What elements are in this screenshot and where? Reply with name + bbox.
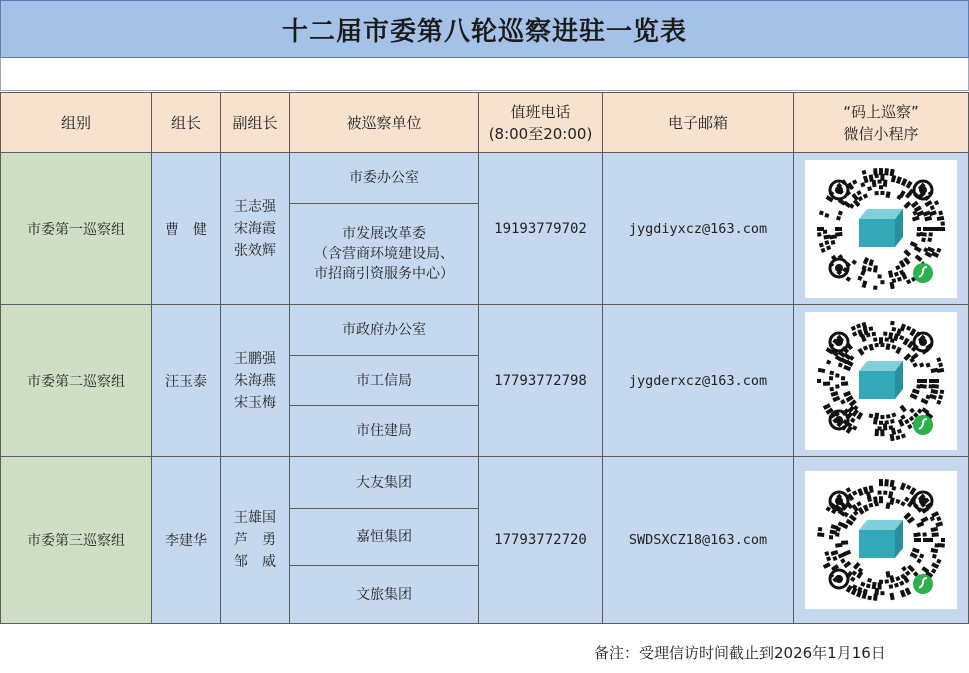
footnote: 备注：受理信访时间截止到2026年1月16日: [594, 644, 886, 662]
unit-cell: 大友集团: [290, 457, 479, 509]
header-phone: [479, 93, 603, 153]
phone-cell: 17793772798: [479, 305, 603, 457]
unit-cell: 市政府办公室: [290, 305, 479, 356]
qr-cell: [794, 153, 969, 305]
header-qr-subtitle: 微信小程序: [843, 124, 919, 143]
group-cell: 市委第一巡察组: [1, 153, 152, 305]
header-group: 组别: [1, 93, 152, 153]
mini-program-qr-code-icon[interactable]: [805, 160, 957, 298]
unit-cell: [290, 153, 479, 204]
email-cell: jygderxcz@163.com: [603, 305, 794, 457]
unit-note: （含营商环境建设局、: [314, 246, 454, 262]
unit-note: 市招商引资服务中心）: [314, 266, 454, 282]
table-row: [1, 153, 969, 204]
header-deputy: 副组长: [221, 93, 290, 153]
phone-cell: 17793772720: [479, 457, 603, 624]
deputy-cell: [221, 153, 290, 305]
deputy-name: 宋玉梅: [234, 394, 276, 411]
spacer-row: [0, 58, 969, 91]
unit-cell: 嘉恒集团: [290, 509, 479, 566]
deputy-name: 王鹏强: [234, 350, 276, 367]
mini-program-qr-code-icon[interactable]: [805, 312, 957, 450]
deputy-name: 宋海霞: [234, 220, 276, 237]
group-cell: 市委第三巡察组: [1, 457, 152, 624]
phone-cell: 19193779702: [479, 153, 603, 305]
unit-name: 市发展改革委: [342, 226, 426, 242]
title-bar: [0, 0, 969, 58]
deputy-name: 邹 威: [234, 554, 276, 570]
mini-program-qr-code-icon[interactable]: [805, 471, 957, 609]
email-cell: SWDSXCZ18@163.com: [603, 457, 794, 624]
deputy-name: 王志强: [234, 198, 276, 215]
inspection-table: [0, 92, 969, 624]
qr-cell: [794, 457, 969, 624]
header-phone-title: 值班电话: [510, 102, 571, 121]
deputy-name: 王雄国: [234, 510, 276, 526]
unit-cell: 市工信局: [290, 356, 479, 406]
header-row: [1, 93, 969, 153]
header-qr-title: “码上巡察”: [843, 102, 919, 121]
leader-cell: 汪玉泰: [152, 305, 221, 457]
group-cell: 市委第二巡察组: [1, 305, 152, 457]
qr-cell: [794, 305, 969, 457]
header-unit: 被巡察单位: [290, 93, 479, 153]
header-qr: [794, 93, 969, 153]
email-cell: jygdiyxcz@163.com: [603, 153, 794, 305]
deputy-cell: [221, 457, 290, 624]
header-email: 电子邮箱: [603, 93, 794, 153]
unit-cell: 文旅集团: [290, 566, 479, 624]
unit-cell: 市住建局: [290, 406, 479, 457]
table-row: [1, 457, 969, 509]
unit-name: 市委办公室: [349, 170, 419, 186]
deputy-name: 张效辉: [234, 242, 276, 259]
header-phone-hours: (8:00至20:00): [488, 124, 593, 143]
page-title: 十二届市委第八轮巡察进驻一览表: [281, 16, 687, 47]
header-leader: 组长: [152, 93, 221, 153]
unit-cell: [290, 204, 479, 305]
table-row: [1, 305, 969, 356]
leader-cell: 曹 健: [152, 153, 221, 305]
leader-cell: 李建华: [152, 457, 221, 624]
deputy-cell: [221, 305, 290, 457]
deputy-name: 芦 勇: [234, 532, 276, 548]
deputy-name: 朱海燕: [234, 372, 276, 389]
